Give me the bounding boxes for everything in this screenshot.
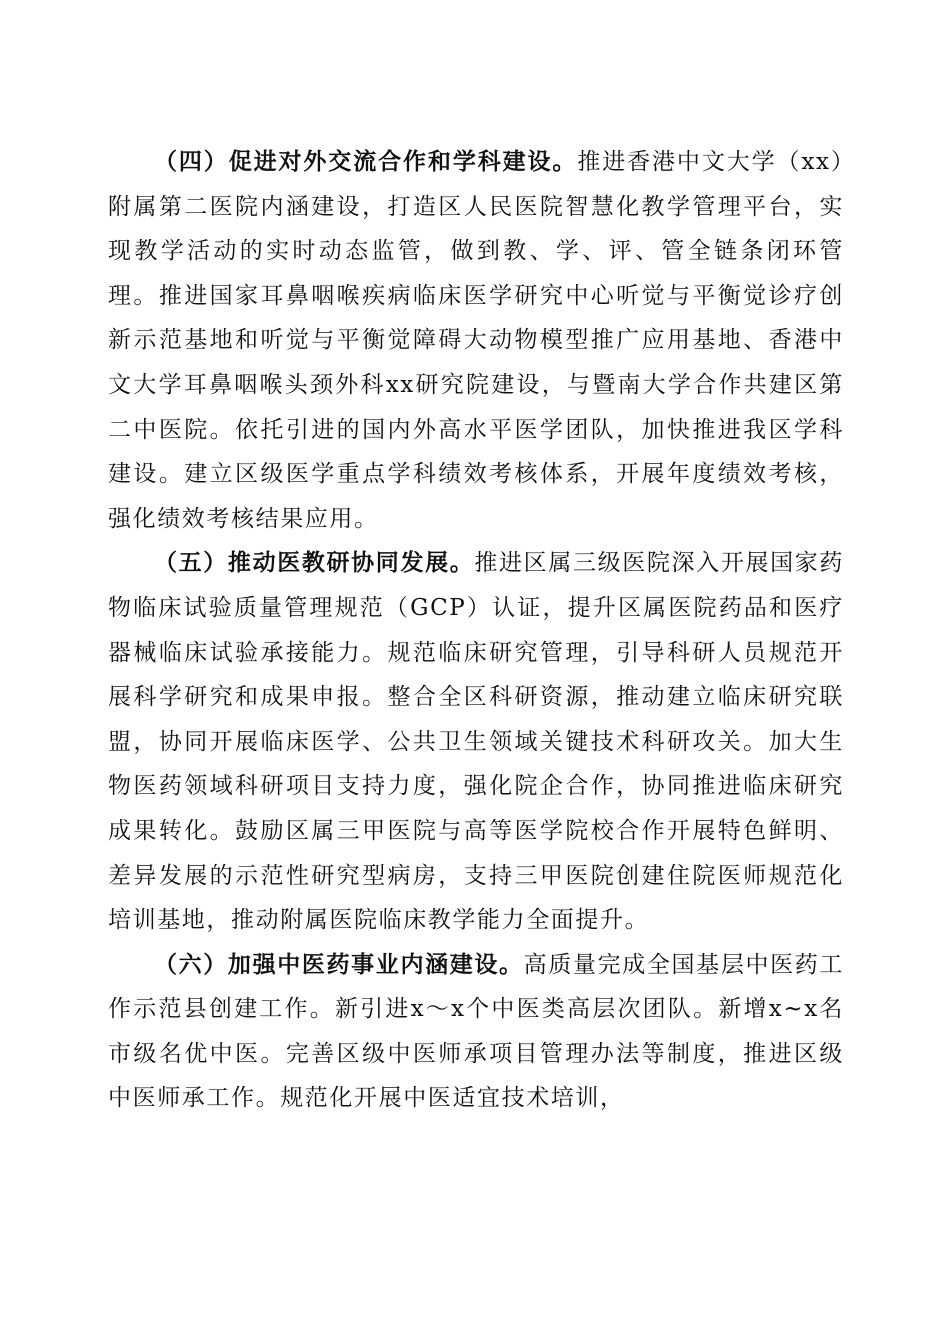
section-5-heading: （五）推动医教研协同发展。 [154, 550, 475, 577]
paragraph-section-5 [108, 541, 844, 942]
paragraph-section-4 [108, 140, 844, 541]
section-4-heading: （四）促进对外交流合作和学科建设。 [154, 149, 578, 175]
section-6-text: 高质量完成全国基层中医药工作示范县创建工作。新引进x～x个中医类高层次团队。新增x~x名市级名优中医。完善区级中医师承项目管理办法等制度，推进区级中医师承工作。规范化开展中医适宜技术培训， [108, 951, 844, 1112]
document-body [108, 140, 844, 1121]
section-5-text: 推进区属三级医院深入开展国家药物临床试验质量管理规范（GCP）认证，提升区属医院药品和医疗器械临床试验承接能力。规范临床研究管理，引导科研人员规范开展科学研究和成果申报。整合全区科研资源，推动建立临床研究联盟，协同开展临床医学、公共卫生领域关键技术科研攻关。加大生物医药领域科研项目支持力度，强化院企合作，协同推进临床研究成果转化。鼓励区属三甲医院与高等医学院校合作开展特色鲜明、差异发展的示范性研究型病房，支持三甲医院创建住院医师规范化培训基地，推动附属医院临床教学能力全面提升。 [108, 550, 844, 934]
section-4-text: 推进香港中文大学（xx）附属第二医院内涵建设，打造区人民医院智慧化教学管理平台，实现教学活动的实时动态监管，做到教、学、评、管全链条闭环管理。推进国家耳鼻咽喉疾病临床医学研究中心听觉与平衡觉诊疗创新示范基地和听觉与平衡觉障碍大动物模型推广应用基地、香港中文大学耳鼻咽喉头颈外科xx研究院建设，与暨南大学合作共建区第二中医院。依托引进的国内外高水平医学团队，加快推进我区学科建设。建立区级医学重点学科绩效考核体系，开展年度绩效考核，强化绩效考核结果应用。 [108, 149, 844, 532]
paragraph-section-6 [108, 943, 844, 1121]
section-6-heading: （六）加强中医药事业内涵建设。 [154, 951, 524, 978]
